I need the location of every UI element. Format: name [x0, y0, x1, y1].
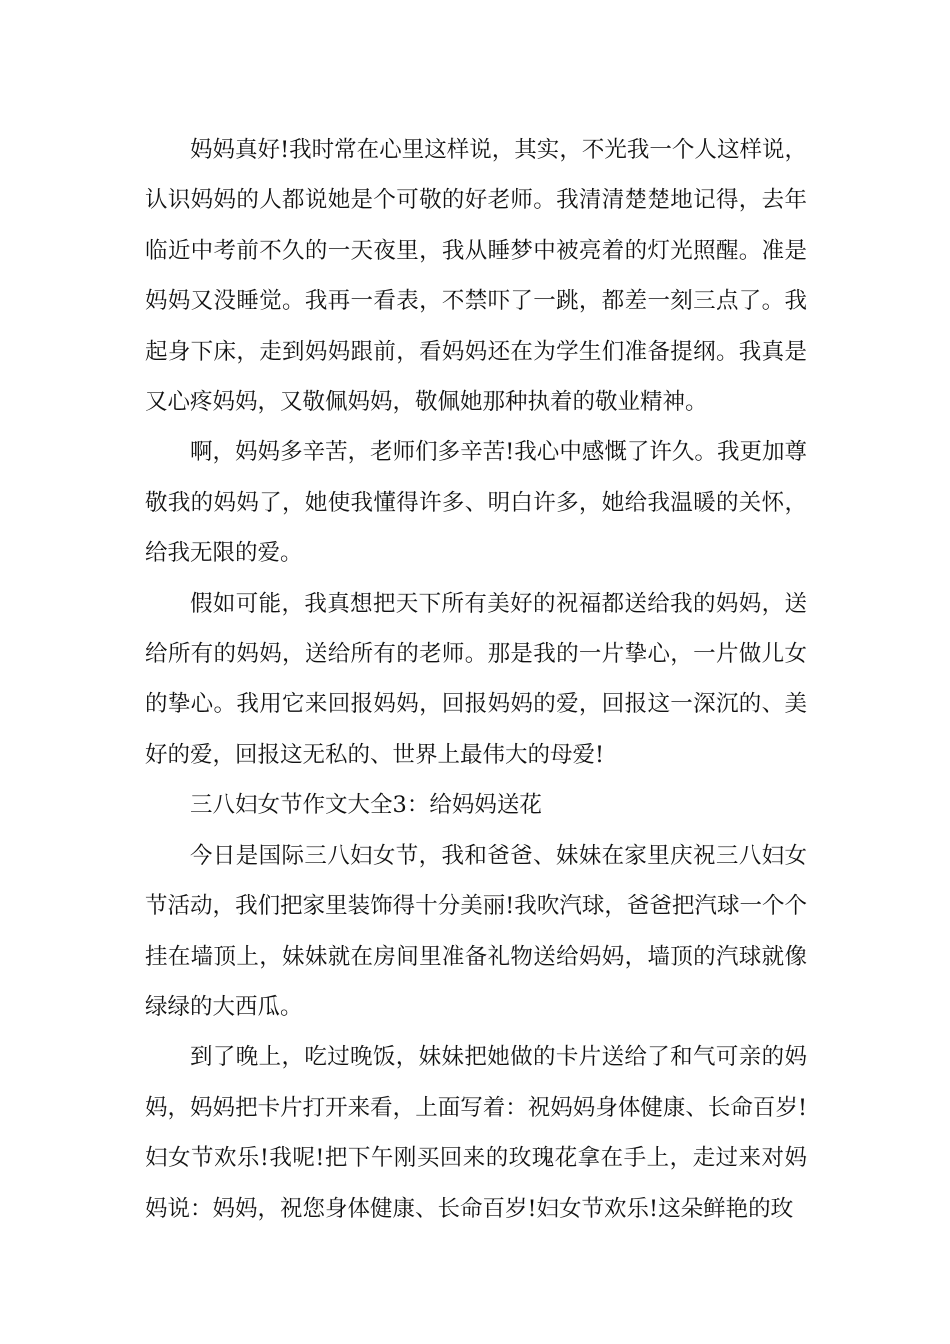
paragraph-decorations: 今日是国际三八妇女节，我和爸爸、妹妹在家里庆祝三八妇女节活动，我们把家里装饰得十分美丽!我吹汽球，爸爸把汽球一个个挂在墙顶上，妹妹就在房间里准备礼物送给妈妈，墙顶的汽球就像绿绿的大西瓜。: [145, 842, 807, 1020]
document-page: [145, 125, 807, 1234]
paragraph-blessings: 假如可能，我真想把天下所有美好的祝福都送给我的妈妈，送给所有的妈妈，送给所有的老师。那是我的一片挚心，一片做儿女的挚心。我用它来回报妈妈，回报妈妈的爱，回报这一深沉的、美好的爱，回报这无私的、世界上最伟大的母爱!: [145, 590, 807, 768]
section-heading: 三八妇女节作文大全3：给妈妈送花: [190, 792, 542, 819]
paragraph-mother-teacher: 妈妈真好!我时常在心里这样说，其实，不光我一个人这样说，认识妈妈的人都说她是个可敬的好老师。我清清楚楚地记得，去年临近中考前不久的一天夜里，我从睡梦中被亮着的灯光照醒。准是妈妈又没睡觉。我再一看表，不禁吓了一跳，都差一刻三点了。我起身下床，走到妈妈跟前，看妈妈还在为学生们准备提纲。我真是又心疼妈妈，又敬佩妈妈，敬佩她那种执着的敬业精神。: [145, 137, 807, 416]
paragraph-gratitude: 啊，妈妈多辛苦，老师们多辛苦!我心中感慨了许久。我更加尊敬我的妈妈了，她使我懂得许多、明白许多，她给我温暖的关怀，给我无限的爱。: [145, 439, 807, 567]
paragraph-evening-gifts: 到了晚上，吃过晚饭，妹妹把她做的卡片送给了和气可亲的妈妈，妈妈把卡片打开来看，上面写着：祝妈妈身体健康、长命百岁!妇女节欢乐!我呢!把下午刚买回来的玫瑰花拿在手上，走过来对妈妈说：妈妈，祝您身体健康、长命百岁!妇女节欢乐!这朵鲜艳的玫: [145, 1044, 807, 1222]
